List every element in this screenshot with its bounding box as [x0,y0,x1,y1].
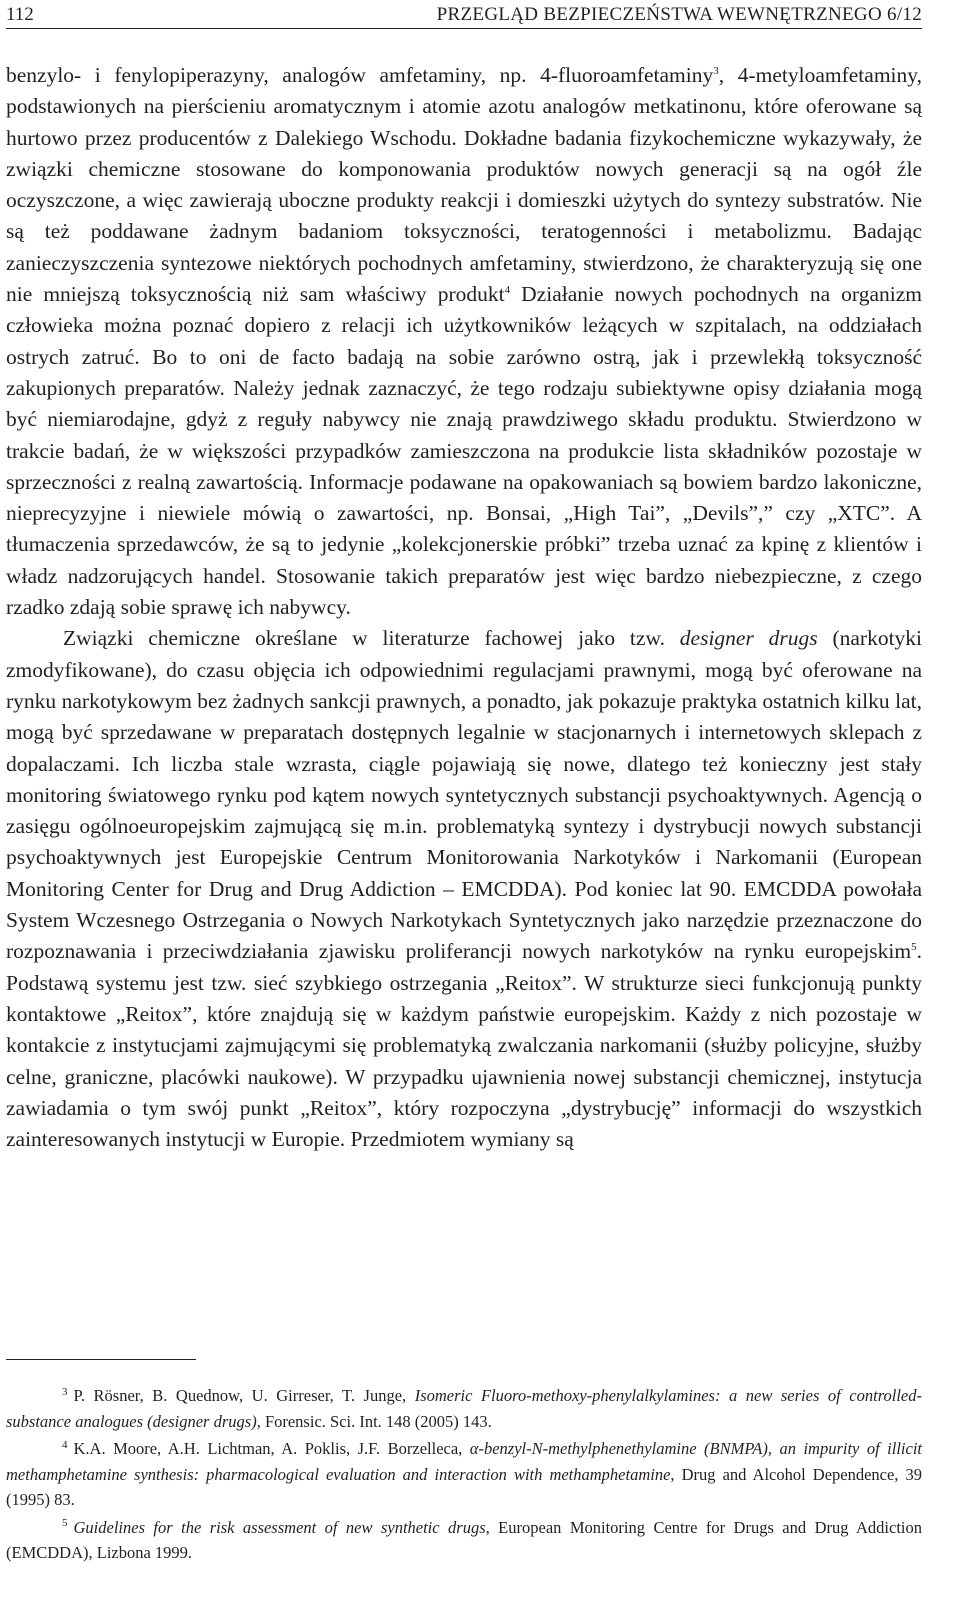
paragraph-2-text-c: . Podstawą systemu jest tzw. sieć szybkiego ostrzegania „Reitox”. W strukturze sieci funkcjonują punkty kontaktowe „Reitox”, które znajdują się w każdym państwie europejskim. Każdy z nich pozostaje w kontakcie z instytucjami zajmującymi się problematyką zwalczania narkomanii (służby policyjne, służby celne, graniczne, placówki naukowe). W przypadku ujawnienia nowej substancji chemicznej, instytucja zawiadamia o tym swój punkt „Reitox”, który rozpoczyna „dystrybucję” informacji do wszystkich zainteresowanych instytucji w Europie. Przedmiotem wymiany są [6,939,922,1152]
footnote-ref-4[interactable]: 4 [504,283,511,296]
footnote-4-number: 4 [62,1438,68,1451]
footnote-ref-5[interactable]: 5 [911,941,917,954]
footnote-4-title: α-benzyl-N-methylphenethylamine (BNMPA), an impurity of illicit methamphetamine synthesis: pharmacological evaluation and interaction with methamphetamine [6,1439,923,1484]
footnote-3-text-a: P. Rösner, B. Quednow, U. Girreser, T. Junge, [73,1386,415,1405]
paragraph-2-text-a: Związki chemiczne określane w literaturze fachowej jako tzw. [63,626,680,651]
main-text [6,60,922,1155]
footnote-4-text-b: , Drug and Alcohol Dependence, 39 (1995) 83. [6,1464,922,1509]
paragraph-1-text-b: , 4-metyloamfetaminy, podstawionych na pierścieniu aromatycznym i atomie azotu analogów metkatinonu, które oferowane są hurtowo przez producentów z Dalekiego Wschodu. Dokładne badania fizykochemiczne wykazywały, że związki chemiczne stosowane do komponowania produktów nowych generacji są na ogół źle oczyszczone, a więc zawierają uboczne produkty reakcji i domieszki użytych do syntezy substratów. Nie są też poddawane żadnym badaniom toksyczności, teratogenności i metabolizmu. Badając zanieczyszczenia syntezowe niektórych pochodnych amfetaminy, stwierdzono, że charakteryzują się one nie mniejszą toksycznością niż sam właściwy produkt [6,63,922,307]
page-number: 112 [6,4,34,25]
footnote-ref-3[interactable]: 3 [713,64,719,77]
footnotes [6,1383,922,1568]
footnote-5 [6,1515,922,1566]
footnote-3-title: Isomeric Fluoro-methoxy-phenylalkylamines: a new series of controlled-substance analogues (designer drugs) [6,1386,922,1431]
paragraph-1 [6,60,922,623]
paragraph-2-text-b: (narkotyki zmodyfikowane), do czasu objęcia ich odpowiednimi regulacjami prawnymi, mogą być oferowane na rynku narkotykowym bez żadnych sankcji prawnych, a ponadto, jak pokazuje praktyka ostatnich kilku lat, mogą być sprzedawane w preparatach dostępnych legalnie w stacjonarnych i internetowych sklepach z dopalaczami. Ich liczba stale wzrasta, ciągle pojawiają się nowe, dlatego też konieczny jest stały monitoring światowego rynku pod kątem nowych syntetycznych substancji psychoaktywnych. Agencją o zasięgu ogólnoeuropejskim zajmującą się m.in. problematyką syntezy i dystrybucji nowych substancji psychoaktywnych jest Europejskie Centrum Monitorowania Narkotyków i Narkomanii (European Monitoring Center for Drug and Drug Addiction – EMCDDA). Pod koniec lat 90. EMCDDA powołała System Wczesnego Ostrzegania o Nowych Narkotykach Syntetycznych jako narzędzie przeznaczone do rozpoznawania i przeciwdziałania zjawisku proliferancji nowych narkotyków na rynku europejskim [6,626,923,964]
footnote-3 [6,1383,922,1434]
footnote-5-number: 5 [62,1517,68,1529]
paragraph-1-text-c: Działanie nowych pochodnych na organizm człowieka można poznać dopiero z relacji ich użytkowników leżących w szpitalach, na oddziałach ostrych zatruć. Bo to oni de facto badają na sobie zarówno ostrą, jak i przewlekłą toksyczność zakupionych preparatów. Należy jednak zaznaczyć, że tego rodzaju subiektywne opisy działania mogą być niemiarodajne, gdyż z reguły nabywcy nie znają prawdziwego składu produktu. Stwierdzono w trakcie badań, że w większości przypadków zamieszczona na produkcie lista składników pozostaje w sprzeczności z realną zawartością. Informacje podawane na opakowaniach są bowiem bardzo lakoniczne, nieprecyzyjne i niewiele mówią o zawartości, np. Bonsai, „High Tai”, „Devils”,” czy „XTC”. A tłumaczenia sprzedawców, że są to jedynie „kolekcjonerskie próbki” trzeba uznać za kpinę z klientów i władz nadzorujących handel. Stosowanie takich preparatów jest więc bardzo niebezpieczne, z czego rzadko zdają sobie sprawę ich nabywcy. [6,282,922,620]
paragraph-2-italic-term: designer drugs [679,626,818,651]
paragraph-2 [6,623,922,1155]
running-header [6,2,922,29]
footnote-separator [6,1359,196,1360]
journal-title: PRZEGLĄD BEZPIECZEŃSTWA WEWNĘTRZNEGO 6/12 [436,4,922,25]
paragraph-1-text-a: benzylo- i fenylopiperazyny, analogów amfetaminy, np. 4-fluoroamfetaminy [6,63,714,87]
footnote-5-title: Guidelines for the risk assessment of new synthetic drugs [73,1517,486,1537]
footnote-5-text-b: , European Monitoring Centre for Drugs and Drug Addiction (EMCDDA), Lizbona 1999. [6,1517,922,1562]
footnote-3-text-b: , Forensic. Sci. Int. 148 (2005) 143. [256,1411,492,1431]
footnote-4-text-a: K.A. Moore, A.H. Lichtman, A. Poklis, J.F. Borzelleca, [73,1439,470,1458]
footnote-3-number: 3 [62,1385,68,1398]
footnote-4 [6,1436,922,1513]
